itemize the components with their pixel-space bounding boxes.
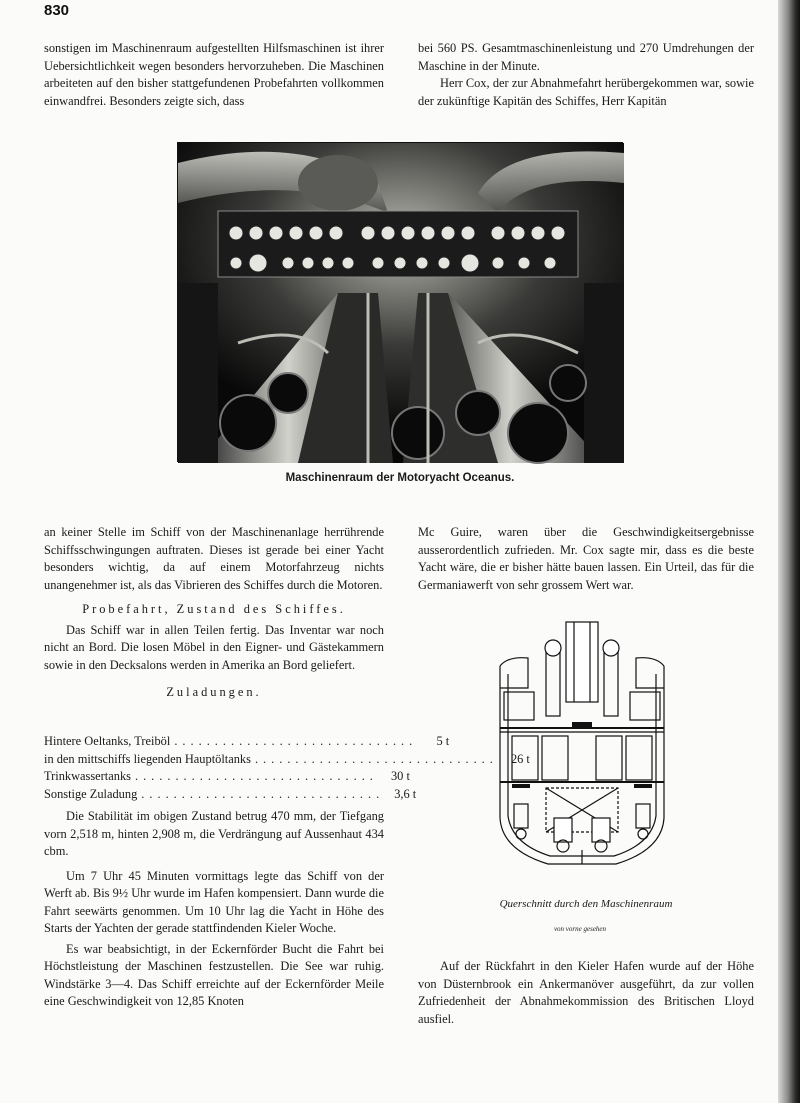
engine-room-photo-illustration bbox=[178, 143, 624, 463]
top-right-text-1: bei 560 PS. Gesamtmaschinenleistung und 270 Umdrehungen der Maschine in der Minute. bbox=[418, 41, 754, 73]
loads-label: in den mittschiffs liegenden Hauptöltanks bbox=[44, 751, 251, 766]
cross-section-diagram bbox=[488, 618, 676, 874]
loads-value: 5 t bbox=[436, 734, 450, 748]
loads-row bbox=[44, 733, 450, 751]
loads-value: 3,6 t bbox=[394, 786, 417, 801]
cross-section-drawing bbox=[488, 618, 676, 874]
loads-row bbox=[44, 751, 530, 769]
left-text-1: an keiner Stelle im Schiff von der Maschinenanlage herrührende Schiffsschwingungen auftraten. Dieses ist gerade bei einer Yacht besonders wichtig, da auf einem Motorfahrzeug nichts unangenehmer ist, als das Vibrieren des Schiffes durch die Motoren. bbox=[44, 525, 384, 592]
loads-label: Trinkwassertanks bbox=[44, 769, 131, 783]
section-heading-zuladungen: Zuladungen. bbox=[166, 685, 262, 699]
loads-label: Hintere Oeltanks, Treiböl bbox=[44, 734, 171, 748]
loads-label: Sonstige Zuladung bbox=[44, 786, 138, 801]
left-text-3: Die Stabilität im obigen Zustand betrug 470 mm, der Tiefgang vorn 2,518 m, hinten 2,908 m, die Verdrängung auf Aussenhaut 434 cbm. bbox=[44, 809, 384, 858]
loads-value: 26 t bbox=[510, 751, 530, 766]
leader-dots: .............................. bbox=[174, 734, 418, 748]
right-text-2: Auf der Rückfahrt in den Kieler Hafen wurde auf der Höhe von Düsternbrook ein Ankermanöver ausgeführt, da zur vollen Zufriedenheit der Abnahmekommission des Britischen Lloyd ausfiel. bbox=[418, 959, 754, 1026]
right-column-upper bbox=[418, 524, 754, 594]
right-text-1: Mc Guire, waren über die Geschwindigkeitsergebnisse ausserordentlich zufrieden. Mr. Cox sagte mir, dass es die beste Yacht wäre, die er bisher hätte bauen lassen. Ein Urteil, das für die Germaniawerft von sehr grossem Wert war. bbox=[418, 525, 754, 592]
left-text-5: Es war beabsichtigt, in der Eckernförder Bucht die Fahrt bei Höchstleistung der Maschinen festzustellen. Die See war ruhig. Windstärke 3—4. Das Schiff erreichte auf der Eckernförder Meile eine Geschwindigkeit von 12,85 Knoten bbox=[44, 941, 384, 1008]
top-left-paragraph bbox=[44, 40, 384, 110]
top-right-text-2: Herr Cox, der zur Abnahmefahrt herübergekommen war, sowie der zukünftige Kapitän des Schiffes, Herr Kapitän bbox=[418, 76, 754, 108]
right-column-lower bbox=[418, 958, 754, 1028]
left-text-2: Das Schiff war in allen Teilen fertig. Das Inventar war noch nicht an Bord. Die losen Möbel in den Eigner- und Gästekammern sowie in den Decksalons werden in Amerika an Bord geliefert. bbox=[44, 622, 384, 672]
loads-table bbox=[44, 733, 530, 803]
loads-row bbox=[44, 768, 410, 786]
left-column-upper bbox=[44, 524, 384, 702]
book-binding-shadow bbox=[778, 0, 800, 1103]
photo-caption: Maschinenraum der Motoryacht Oceanus. bbox=[285, 472, 515, 484]
left-text-4: Um 7 Uhr 45 Minuten vormittags legte das Schiff von der Werft ab. Bis 9½ Uhr wurde im Hafen kompensiert. Dann wurde die Fahrt seewärts genommen. Um 10 Uhr lag die Yacht in Höhe des Starts der Yachten der gerade stattfindenden Kieler Woche. bbox=[44, 868, 384, 935]
leader-dots: .............................. bbox=[141, 786, 385, 801]
leader-dots: .............................. bbox=[134, 769, 378, 783]
section-heading-probefahrt: Probefahrt, Zustand des Schiffes. bbox=[82, 602, 346, 616]
diagram-caption: Querschnitt durch den Maschinenraum bbox=[499, 898, 673, 910]
loads-value: 30 t bbox=[390, 769, 410, 783]
left-column-lower bbox=[44, 808, 384, 1011]
top-right-paragraphs bbox=[418, 40, 754, 110]
engine-room-photo bbox=[177, 142, 623, 462]
leader-dots: .............................. bbox=[254, 751, 498, 766]
page-number: 830 bbox=[44, 2, 70, 19]
loads-row bbox=[44, 786, 417, 804]
diagram-subcaption: von vorne gesehen bbox=[553, 925, 607, 933]
top-left-text: sonstigen im Maschinenraum aufgestellten Hilfsmaschinen ist ihrer Uebersichtlichkeit wegen besonders hervorzuheben. Die Maschinen arbeiteten auf den bisher stattgefundenen Probefahrten vollkommen einwandfrei. Besonders zeigte sich, dass bbox=[44, 41, 384, 108]
